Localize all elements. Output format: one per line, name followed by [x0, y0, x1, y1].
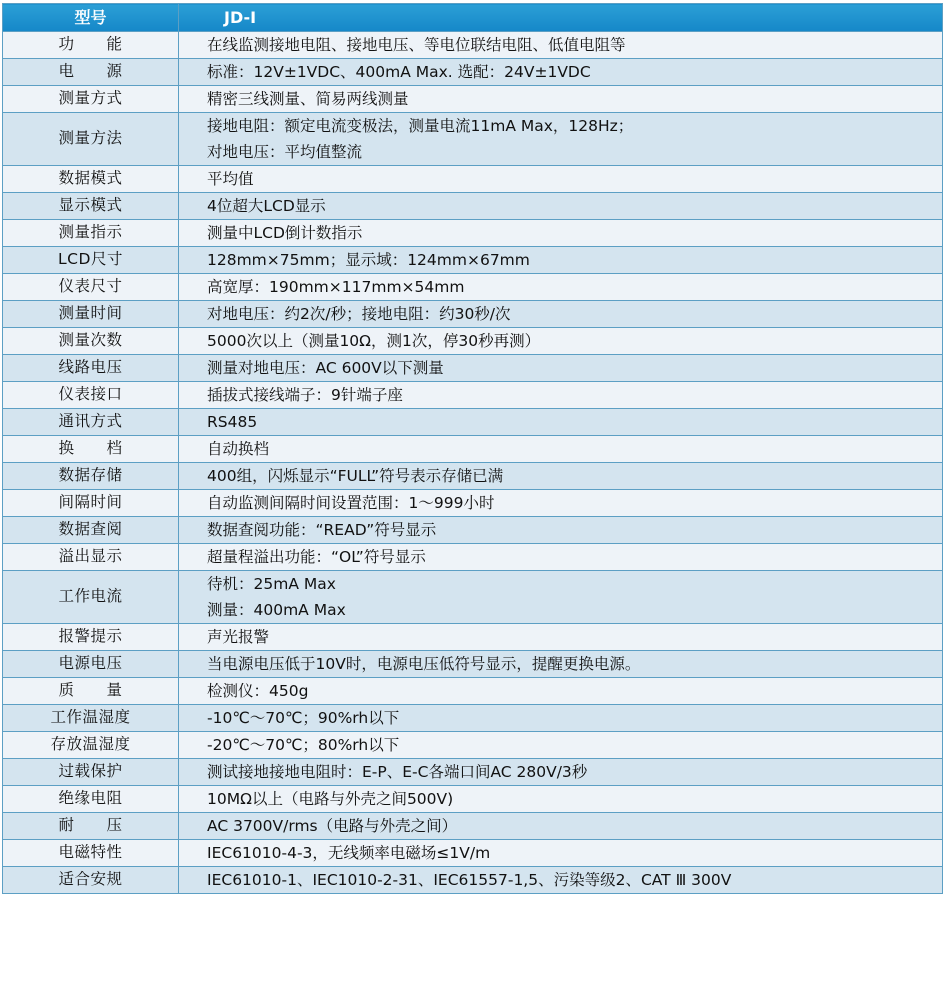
spec-value [179, 544, 943, 571]
spec-value [179, 571, 943, 624]
table-row [3, 786, 943, 813]
table-row [3, 113, 943, 166]
spec-value-line: 测量对地电压：AC 600V以下测量 [207, 359, 444, 377]
spec-value-line: 插拔式接线端子：9针端子座 [207, 386, 403, 404]
spec-value [179, 113, 943, 166]
spec-label: 测量时间 [3, 301, 179, 328]
spec-label: 仪表尺寸 [3, 274, 179, 301]
spec-value-line: 测量中LCD倒计数指示 [207, 224, 363, 242]
spec-value-line: 高宽厚：190mm×117mm×54mm [207, 278, 465, 296]
spec-value-line: 自动换档 [207, 440, 270, 458]
spec-label: 线路电压 [3, 355, 179, 382]
spec-value [179, 463, 943, 490]
spec-value-line: 400组，闪烁显示“FULL”符号表示存储已满 [207, 467, 504, 485]
table-row [3, 759, 943, 786]
table-row [3, 274, 943, 301]
spec-label: 数据模式 [3, 166, 179, 193]
spec-label: 数据查阅 [3, 517, 179, 544]
spec-label: 适合安规 [3, 867, 179, 894]
spec-value [179, 490, 943, 517]
spec-label: 换 档 [3, 436, 179, 463]
table-row [3, 705, 943, 732]
table-row [3, 301, 943, 328]
spec-value [179, 840, 943, 867]
table-row [3, 193, 943, 220]
spec-value [179, 732, 943, 759]
spec-value [179, 759, 943, 786]
spec-label: 数据存储 [3, 463, 179, 490]
table-row [3, 490, 943, 517]
spec-value [179, 301, 943, 328]
spec-label: 过载保护 [3, 759, 179, 786]
spec-table-body [3, 32, 943, 894]
spec-value [179, 274, 943, 301]
table-row [3, 840, 943, 867]
spec-value-line: 声光报警 [207, 628, 270, 646]
spec-value [179, 517, 943, 544]
spec-label: 报警提示 [3, 624, 179, 651]
spec-value-line: 4位超大LCD显示 [207, 197, 326, 215]
spec-value [179, 786, 943, 813]
spec-value [179, 328, 943, 355]
table-row [3, 436, 943, 463]
spec-value-line: 待机：25mA Max [207, 575, 336, 593]
spec-label: 存放温湿度 [3, 732, 179, 759]
table-row [3, 463, 943, 490]
table-row [3, 517, 943, 544]
table-row [3, 59, 943, 86]
spec-value-line: 对地电压：约2次/秒；接地电阻：约30秒/次 [207, 305, 511, 323]
spec-value [179, 355, 943, 382]
spec-label: 测量指示 [3, 220, 179, 247]
spec-value-line: 对地电压：平均值整流 [207, 143, 363, 161]
spec-value-line: 当电源电压低于10V时，电源电压低符号显示，提醒更换电源。 [207, 655, 641, 673]
spec-value-line: 检测仪：450g [207, 682, 309, 700]
table-row [3, 813, 943, 840]
table-row [3, 571, 943, 624]
table-row [3, 732, 943, 759]
spec-value-line: -20℃～70℃；80%rh以下 [207, 736, 400, 754]
table-row [3, 166, 943, 193]
spec-value-line: 标准：12V±1VDC、400mA Max. 选配：24V±1VDC [207, 63, 591, 81]
spec-label: 工作温湿度 [3, 705, 179, 732]
spec-value [179, 409, 943, 436]
spec-value [179, 59, 943, 86]
table-row [3, 32, 943, 59]
spec-value [179, 867, 943, 894]
spec-value [179, 678, 943, 705]
spec-value-line: 10MΩ以上（电路与外壳之间500V) [207, 790, 454, 808]
spec-label: 质 量 [3, 678, 179, 705]
table-row [3, 355, 943, 382]
spec-value-line: 超量程溢出功能：“OL”符号显示 [207, 548, 426, 566]
spec-value-line: 平均值 [207, 170, 254, 188]
spec-label: 通讯方式 [3, 409, 179, 436]
table-row [3, 544, 943, 571]
spec-value [179, 436, 943, 463]
table-header-row [3, 4, 943, 32]
spec-label: 显示模式 [3, 193, 179, 220]
spec-value-line: IEC61010-1、IEC1010-2-31、IEC61557-1,5、污染等级2、CAT Ⅲ 300V [207, 871, 732, 889]
table-row [3, 678, 943, 705]
spec-value-line: RS485 [207, 413, 258, 431]
table-row [3, 409, 943, 436]
spec-label: 间隔时间 [3, 490, 179, 517]
spec-value-line: 精密三线测量、简易两线测量 [207, 90, 409, 108]
spec-label: 电 源 [3, 59, 179, 86]
spec-value [179, 247, 943, 274]
spec-value [179, 86, 943, 113]
spec-value-line: IEC61010-4-3，无线频率电磁场≤1V/m [207, 844, 491, 862]
spec-value-line: 接地电阻：额定电流变极法，测量电流11mA Max，128Hz； [207, 117, 634, 135]
spec-value [179, 32, 943, 59]
spec-value [179, 220, 943, 247]
header-model-label: 型号 [3, 4, 179, 32]
spec-value [179, 813, 943, 840]
spec-label: 溢出显示 [3, 544, 179, 571]
spec-value [179, 382, 943, 409]
spec-label: 耐 压 [3, 813, 179, 840]
spec-label: 测量方式 [3, 86, 179, 113]
spec-label: 绝缘电阻 [3, 786, 179, 813]
table-row [3, 86, 943, 113]
spec-label: 仪表接口 [3, 382, 179, 409]
table-row [3, 624, 943, 651]
table-row [3, 247, 943, 274]
spec-value-line: AC 3700V/rms（电路与外壳之间） [207, 817, 458, 835]
spec-value [179, 166, 943, 193]
spec-value [179, 705, 943, 732]
spec-value-line: 测量：400mA Max [207, 601, 346, 619]
table-row [3, 382, 943, 409]
spec-label: 测量次数 [3, 328, 179, 355]
table-row [3, 867, 943, 894]
spec-label: LCD尺寸 [3, 247, 179, 274]
spec-label: 电源电压 [3, 651, 179, 678]
spec-value [179, 193, 943, 220]
spec-value [179, 624, 943, 651]
table-row [3, 328, 943, 355]
spec-value-line: 数据查阅功能：“READ”符号显示 [207, 521, 437, 539]
spec-label: 工作电流 [3, 571, 179, 624]
spec-value-line: 测试接地接地电阻时：E-P、E-C各端口间AC 280V/3秒 [207, 763, 588, 781]
spec-table [2, 3, 943, 894]
spec-value-line: 自动监测间隔时间设置范围：1～999小时 [207, 494, 495, 512]
header-model-value: JD-I [179, 4, 943, 32]
spec-value-line: 128mm×75mm；显示域：124mm×67mm [207, 251, 530, 269]
spec-value-line: -10℃～70℃；90%rh以下 [207, 709, 400, 727]
table-row [3, 220, 943, 247]
spec-label: 功 能 [3, 32, 179, 59]
spec-value [179, 651, 943, 678]
table-row [3, 651, 943, 678]
spec-label: 电磁特性 [3, 840, 179, 867]
spec-value-line: 在线监测接地电阻、接地电压、等电位联结电阻、低值电阻等 [207, 36, 626, 54]
spec-value-line: 5000次以上（测量10Ω，测1次，停30秒再测） [207, 332, 541, 350]
spec-label: 测量方法 [3, 113, 179, 166]
